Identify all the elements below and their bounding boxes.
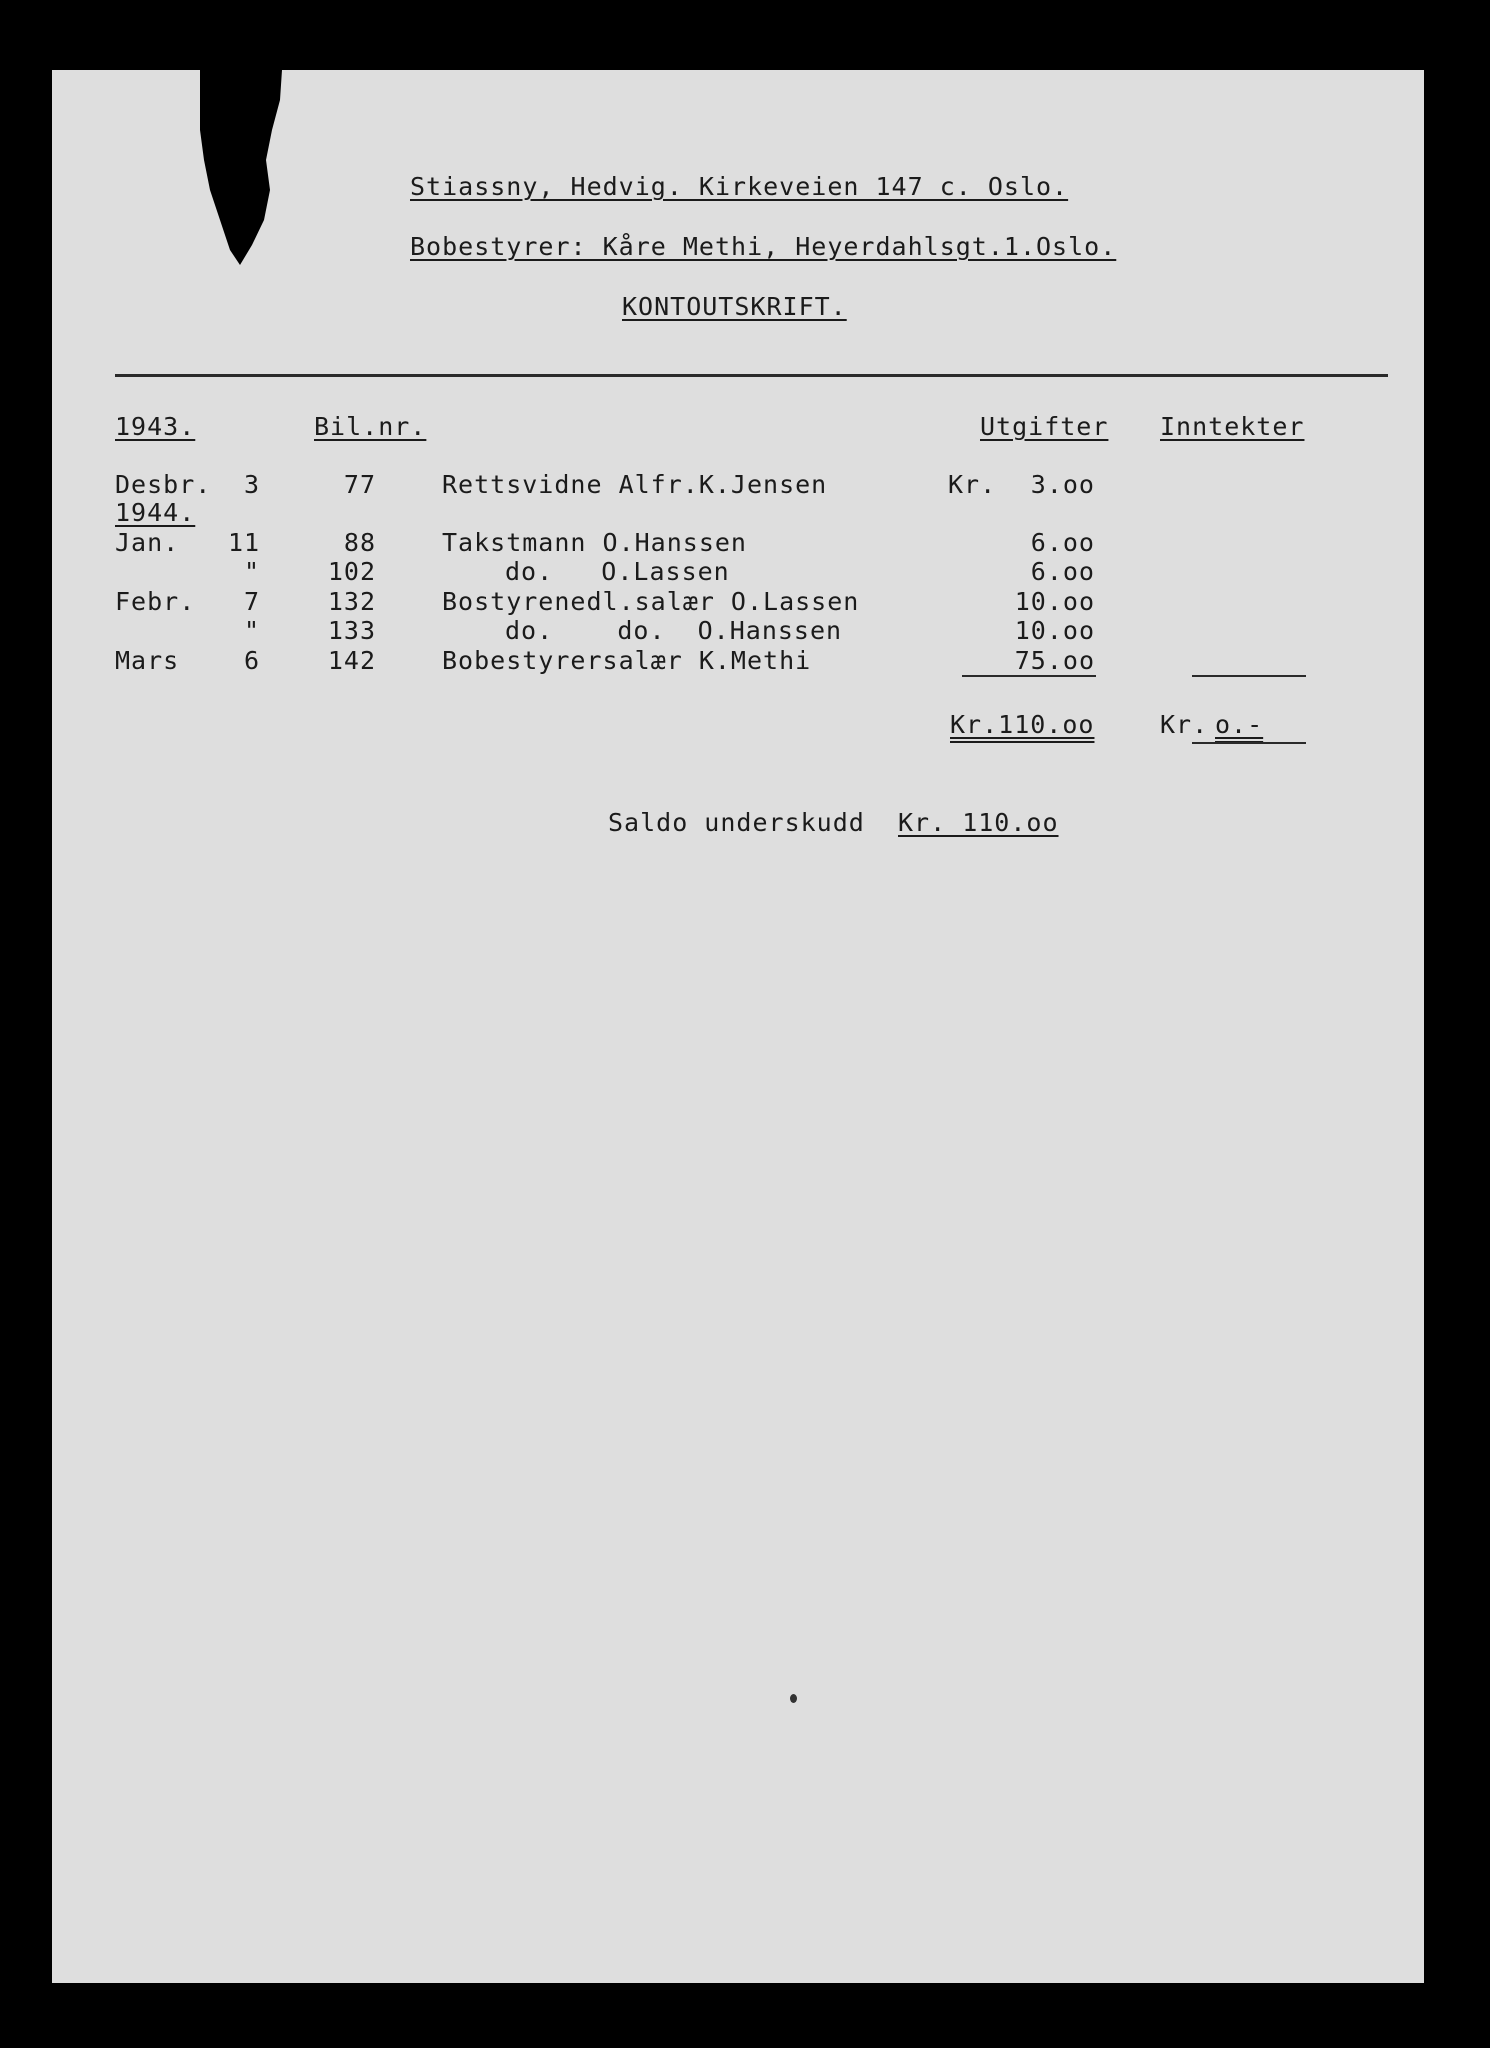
document-page (52, 70, 1424, 1983)
row-kr-prefix: Kr. (948, 470, 997, 499)
row-bilnr: 142 (327, 646, 376, 675)
row-amount: 6.oo (1030, 528, 1095, 557)
row-description: Rettsvidne Alfr.K.Jensen (442, 470, 828, 499)
row-day: 7 (244, 587, 261, 616)
row-description: Takstmann O.Hanssen (442, 528, 747, 557)
header-divider (115, 374, 1388, 377)
header-owner-line: Stiassny, Hedvig. Kirkeveien 147 c. Oslo. (410, 172, 1069, 201)
column-utgifter: Utgifter (980, 412, 1109, 441)
row-description: do. do. O.Hanssen (505, 616, 843, 645)
row-description: Bostyrenedl.salær O.Lassen (442, 587, 860, 616)
row-amount: 6.oo (1030, 557, 1095, 586)
row-ditto: " (244, 557, 261, 586)
year-1944: 1944. (115, 498, 196, 527)
row-amount: 75.oo (1014, 646, 1095, 675)
row-bilnr: 77 (343, 470, 376, 499)
utgifter-sum-rule (962, 675, 1096, 677)
row-amount: 10.oo (1014, 616, 1095, 645)
column-bilnr: Bil.nr. (314, 412, 427, 441)
torn-corner-icon (200, 70, 290, 270)
column-year: 1943. (115, 412, 196, 441)
row-bilnr: 88 (343, 528, 376, 557)
row-day: 6 (244, 646, 261, 675)
inntekter-sum-rule (1192, 675, 1306, 677)
row-bilnr: 133 (327, 616, 376, 645)
total-inntekter-prefix: Kr. (1160, 710, 1209, 739)
saldo-value: Kr. 110.oo (898, 808, 1059, 837)
row-month: Mars (115, 646, 180, 675)
row-ditto: " (244, 616, 261, 645)
total-utgifter: Kr.110.oo (950, 710, 1095, 739)
total-inntekter: o.- (1215, 710, 1264, 739)
row-day: 11 (228, 528, 261, 557)
saldo-label: Saldo underskudd (608, 808, 865, 837)
row-description: do. O.Lassen (505, 557, 730, 586)
row-day: 3 (244, 470, 261, 499)
column-inntekter: Inntekter (1160, 412, 1305, 441)
row-description: Bobestyrersalær K.Methi (442, 646, 812, 675)
inntekter-double-rule (1192, 742, 1306, 744)
row-amount: 3.oo (1030, 470, 1095, 499)
row-bilnr: 102 (327, 557, 376, 586)
row-month: Febr. (115, 587, 196, 616)
row-amount: 10.oo (1014, 587, 1095, 616)
row-month: Jan. (115, 528, 180, 557)
row-month: Desbr. (115, 470, 212, 499)
paper-speck (790, 1694, 797, 1703)
document-title: KONTOUTSKRIFT. (622, 292, 847, 321)
row-bilnr: 132 (327, 587, 376, 616)
header-administrator-line: Bobestyrer: Kåre Methi, Heyerdahlsgt.1.Oslo. (410, 232, 1117, 261)
